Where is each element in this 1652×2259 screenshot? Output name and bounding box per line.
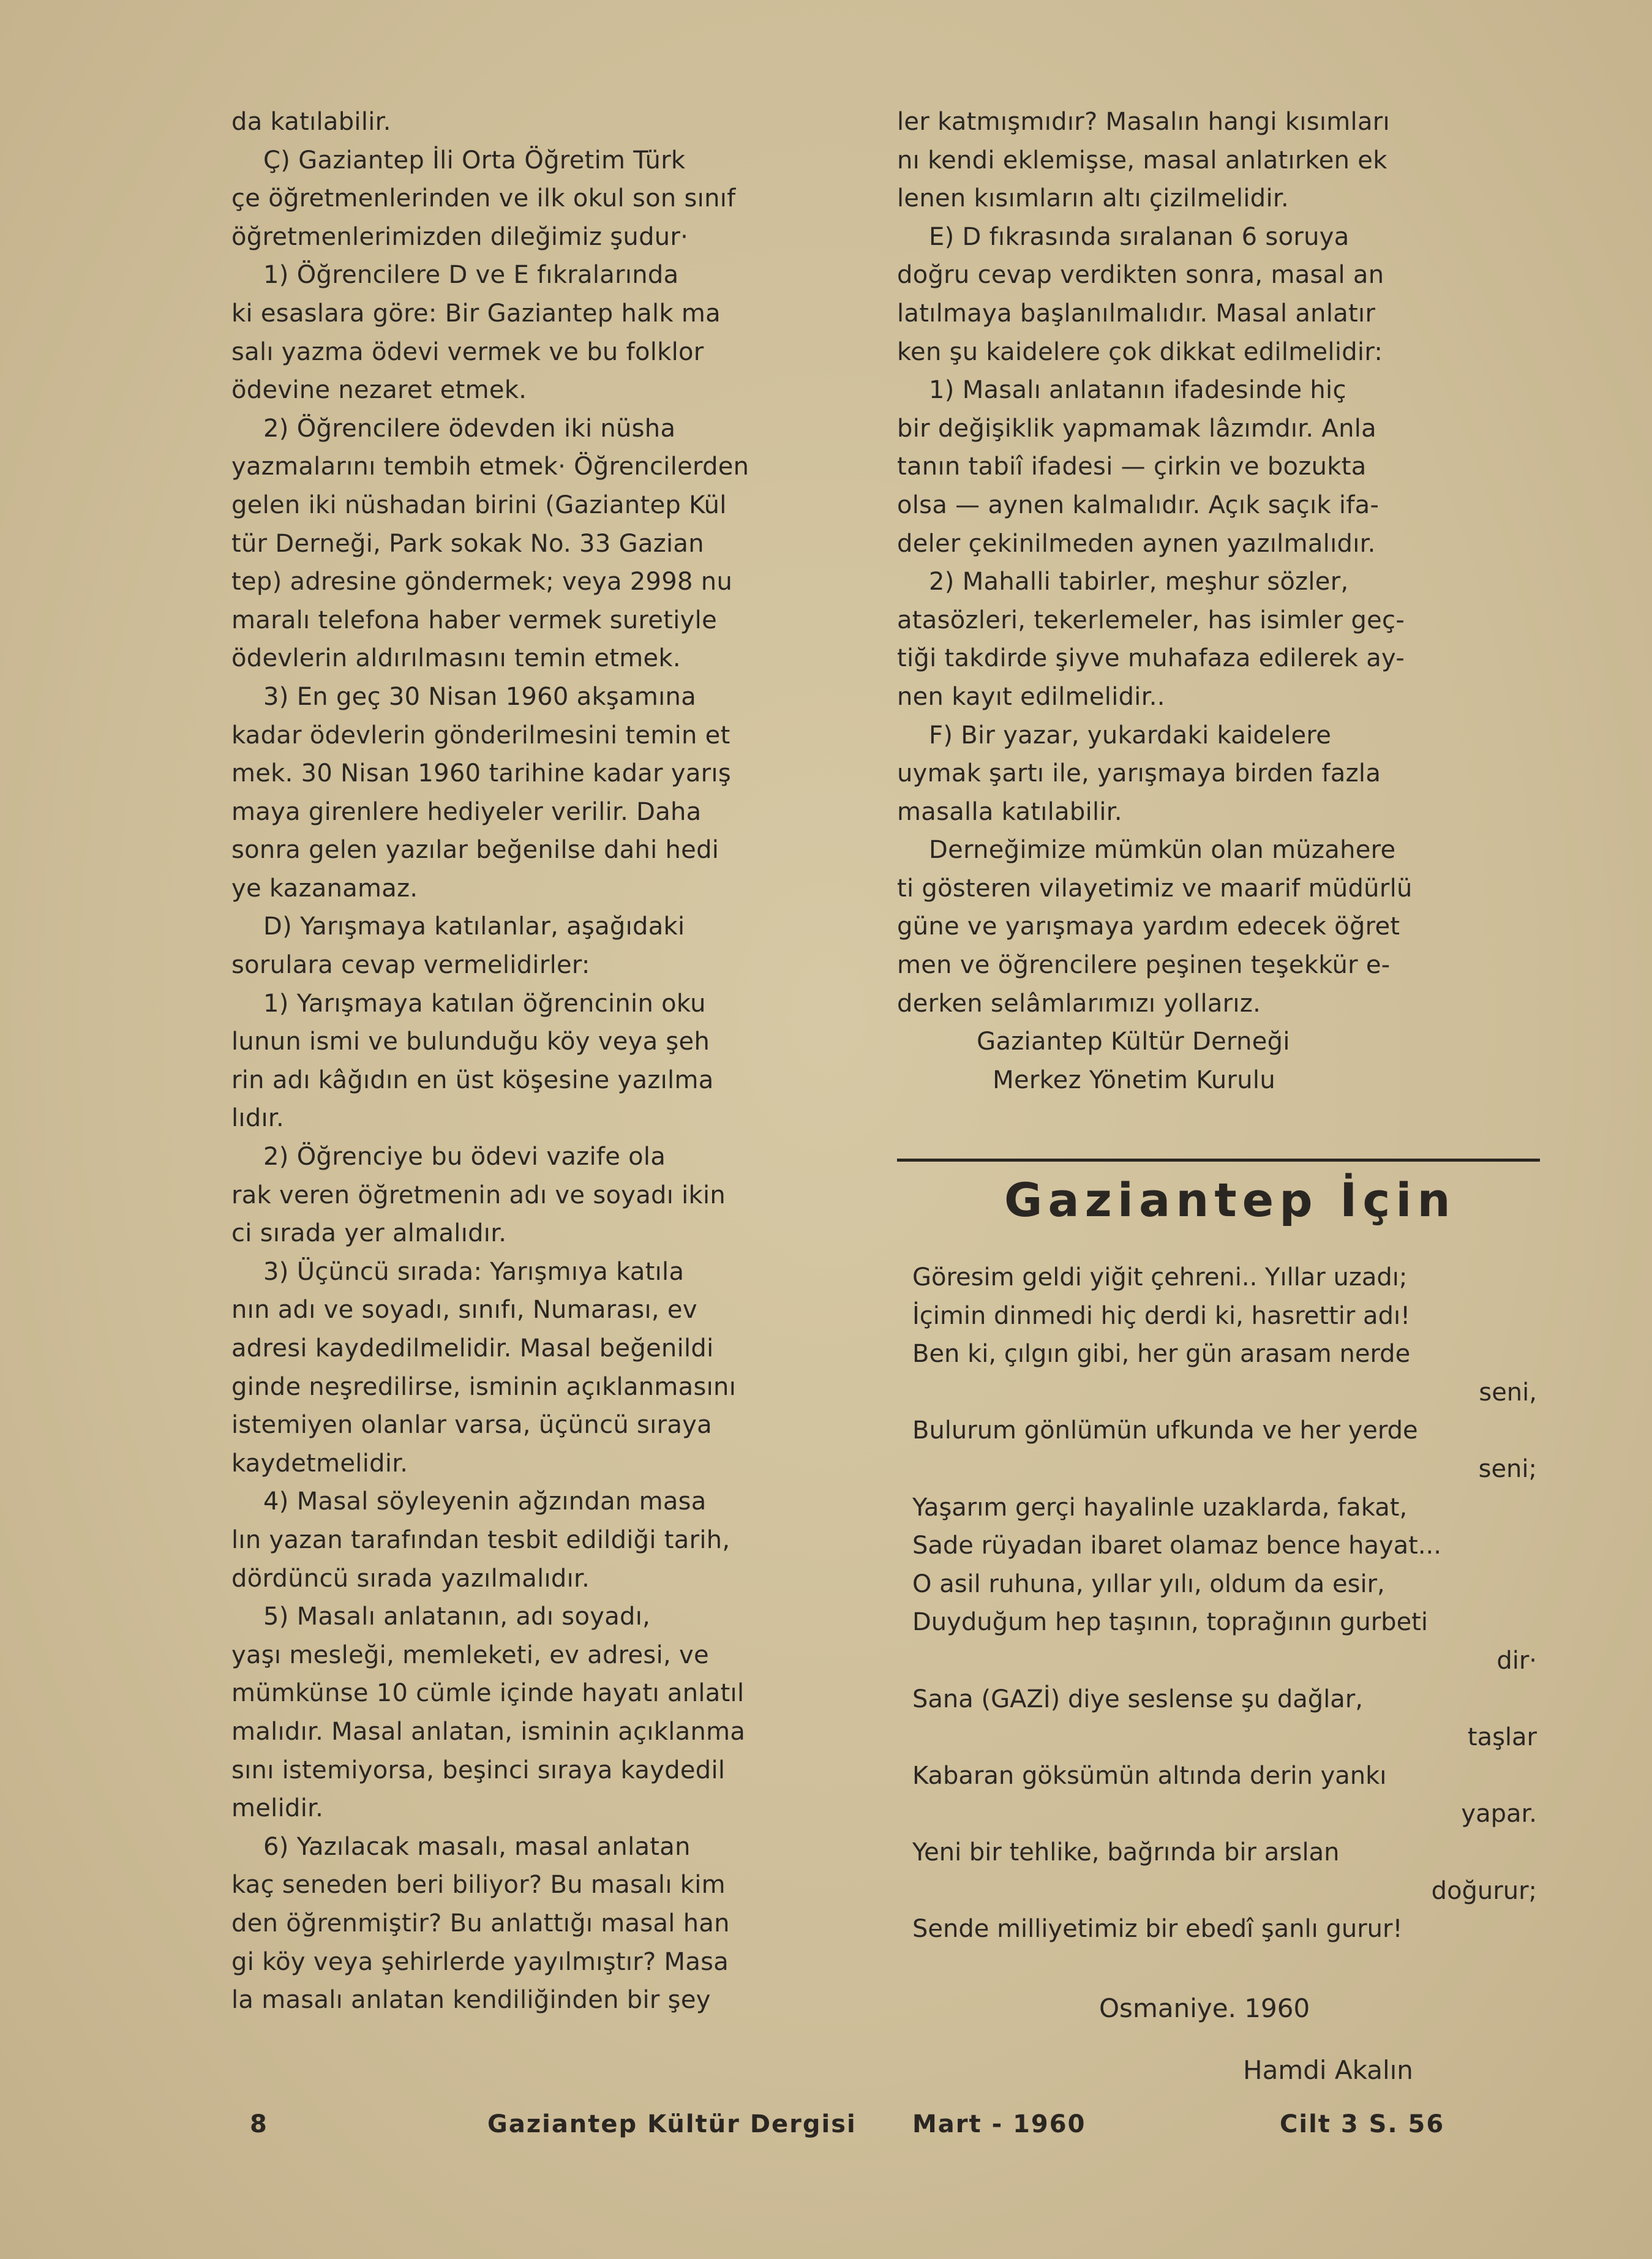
poem-line: Sade rüyadan ibaret olamaz bence hayat... [912,1532,1441,1560]
text-line: lın yazan tarafından tesbit edildiği tarih, [231,1525,730,1554]
text-line: lunun ismi ve bulunduğu köy veya şeh [231,1028,710,1056]
poem-title: Gaziantep İçin [1004,1173,1456,1227]
text-line: ödevlerin aldırılmasını temin etmek. [231,644,681,673]
text-line: D) Yarışmaya katılanlar, aşağıdaki [231,912,685,941]
poem-line: Bulurum gönlümün ufkunda ve her yerde [912,1416,1418,1445]
text-line: Derneğimize mümkün olan müzahere [897,836,1396,865]
text-line: atasözleri, tekerlemeler, has isimler geç- [897,606,1405,634]
text-line: ken şu kaidelere çok dikkat edilmelidir: [897,337,1383,366]
text-line: F) Bir yazar, yukardaki kaidelere [897,721,1332,750]
text-line: kaydetmelidir. [231,1449,408,1478]
poem-line: Yeni bir tehlike, bağrında bir arslan [912,1838,1340,1866]
text-line: rin adı kâğıdın en üst köşesine yazılma [231,1066,714,1094]
text-line: nen kayıt edilmelidir.. [897,682,1165,711]
text-line: nı kendi eklemişse, masal anlatırken ek [897,146,1387,175]
poem-line: Sende milliyetimiz bir ebedî şanlı gurur! [912,1915,1403,1944]
text-line: rak veren öğretmenin adı ve soyadı ikin [231,1181,726,1209]
poem-line: Duyduğum hep taşının, toprağının gurbeti [912,1608,1428,1637]
text-line: derken selâmlarımızı yollarız. [897,989,1261,1018]
text-line: la masalı anlatan kendiliğinden bir şey [231,1986,711,2015]
text-line: malıdır. Masal anlatan, isminin açıklanma [231,1717,746,1746]
poem-line: seni, [1479,1378,1537,1407]
poem-line: Yaşarım gerçi hayalinle uzaklarda, fakat, [912,1493,1408,1522]
text-line: çe öğretmenlerinden ve ilk okul son sınıf [231,184,736,213]
text-line: men ve öğrencilere peşinen teşekkür e- [897,951,1391,980]
text-line: 2) Öğrencilere ödevden iki nüsha [231,414,676,443]
text-line: salı yazma ödevi vermek ve bu folklor [231,337,704,366]
poem-line: taşlar [1467,1723,1537,1752]
text-line: ti gösteren vilayetimiz ve maarif müdürlü [897,874,1413,903]
text-line: E) D fıkrasında sıralanan 6 soruya [897,222,1350,251]
poem-line: yapar. [1461,1800,1537,1829]
poem-body [912,1258,1537,1949]
text-line: masalla katılabilir. [897,797,1122,826]
poem-line: dir· [1496,1646,1537,1675]
text-line: 1) Masalı anlatanın ifadesinde hiç [897,376,1346,405]
text-line: 3) Üçüncü sırada: Yarışmıya katıla [231,1257,685,1286]
text-line: Ç) Gaziantep İli Orta Öğretim Türk [231,146,686,175]
text-line: tiği takdirde şiyve muhafaza edilerek ay- [897,644,1405,673]
text-line: ler katmışmıdır? Masalın hangi kısımları [897,108,1390,136]
text-line: ödevine nezaret etmek. [231,376,527,405]
text-line: 6) Yazılacak masalı, masal anlatan [231,1832,691,1861]
poem-author: Hamdi Akalın [1243,2055,1413,2085]
text-line: 1) Yarışmaya katılan öğrencinin oku [231,989,706,1018]
text-line: tür Derneği, Park sokak No. 33 Gazian [231,529,704,558]
poem-line: doğurur; [1431,1876,1537,1905]
left-text-column [231,103,859,2020]
text-line: güne ve yarışmaya yardım edecek öğret [897,912,1400,941]
text-line: uymak şartı ile, yarışmaya birden fazla [897,759,1381,788]
poem-line: Ben ki, çılgın gibi, her gün arasam nerde [912,1340,1411,1369]
text-line: latılmaya başlanılmalıdır. Masal anlatır [897,299,1376,328]
text-line: tep) adresine göndermek; veya 2998 nu [231,568,733,596]
text-line: istemiyen olanlar varsa, üçüncü sıraya [231,1411,712,1440]
text-line: maralı telefona haber vermek suretiyle [231,606,717,634]
poem-place-date: Osmaniye. 1960 [1099,1993,1310,2023]
text-line: doğru cevap verdikten sonra, masal an [897,261,1384,290]
poem-line: İçimin dinmedi hiç derdi ki, hasrettir adı! [912,1301,1411,1330]
journal-name: Gaziantep Kültür Dergisi [487,2110,857,2138]
text-line: Gaziantep Kültür Derneği [897,1028,1290,1056]
text-line: ginde neşredilirse, isminin açıklanmasını [231,1372,737,1401]
text-line: bir değişiklik yapmamak lâzımdır. Anla [897,414,1376,443]
text-line: 3) En geç 30 Nisan 1960 akşamına [231,682,697,711]
text-line: öğretmenlerimizden dileğimiz şudur· [231,222,689,251]
section-divider [897,1159,1540,1162]
text-line: olsa — aynen kalmalıdır. Açık saçık ifa- [897,491,1380,519]
text-line: gi köy veya şehirlerde yayılmıştır? Masa [231,1947,729,1976]
text-line: Merkez Yönetim Kurulu [897,1066,1275,1094]
text-line: yazmalarını tembih etmek· Öğrencilerden [231,453,749,481]
text-line: sını istemiyorsa, beşinci sıraya kaydedil [231,1756,726,1784]
text-line: yaşı mesleği, memleketi, ev adresi, ve [231,1641,709,1669]
text-line: ki esaslara göre: Bir Gaziantep halk ma [231,299,721,328]
poem-line: Göresim geldi yiğit çehreni.. Yıllar uzadı; [912,1263,1408,1291]
text-line: 2) Mahalli tabirler, meşhur sözler, [897,568,1349,596]
poem-line: O asil ruhuna, yıllar yılı, oldum da esir, [912,1569,1385,1598]
text-line: maya girenlere hediyeler verilir. Daha [231,797,702,826]
text-line: 4) Masal söyleyenin ağzından masa [231,1487,707,1516]
poem-line: Sana (GAZİ) diye seslense şu dağlar, [912,1685,1363,1713]
text-line: gelen iki nüshadan birini (Gaziantep Kül [231,491,727,519]
text-line: melidir. [231,1794,324,1823]
text-line: lıdır. [231,1104,285,1133]
poem-line: Kabaran göksümün altında derin yankı [912,1761,1387,1790]
text-line: mek. 30 Nisan 1960 tarihine kadar yarış [231,759,731,788]
poem-line: seni; [1478,1454,1537,1483]
text-line: kadar ödevlerin gönderilmesini temin et [231,721,730,750]
text-line: dördüncü sırada yazılmalıdır. [231,1564,590,1593]
volume-issue: Cilt 3 S. 56 [1280,2110,1445,2138]
text-line: 5) Masalı anlatanın, adı soyadı, [231,1603,651,1631]
text-line: sonra gelen yazılar beğenilse dahi hedi [231,836,719,865]
text-line: 1) Öğrencilere D ve E fıkralarında [231,261,679,290]
text-line: 2) Öğrenciye bu ödevi vazife ola [231,1143,666,1171]
text-line: ci sırada yer almalıdır. [231,1219,507,1248]
text-line: sorulara cevap vermelidirler: [231,951,590,980]
issue-date: Mart - 1960 [912,2110,1086,2138]
text-line: tanın tabiî ifadesi — çirkin ve bozukta [897,453,1367,481]
text-line: lenen kısımların altı çizilmelidir. [897,184,1289,213]
text-line: ye kazanamaz. [231,874,418,903]
text-line: nın adı ve soyadı, sınıfı, Numarası, ev [231,1296,697,1325]
text-line: den öğrenmiştir? Bu anlattığı masal han [231,1909,730,1938]
text-line: deler çekinilmeden aynen yazılmalıdır. [897,529,1376,558]
text-line: mümkünse 10 cümle içinde hayatı anlatıl [231,1679,745,1708]
text-line: kaç seneden beri biliyor? Bu masalı kim [231,1871,726,1900]
right-text-column [897,103,1537,1099]
text-line: adresi kaydedilmelidir. Masal beğenildi [231,1334,714,1363]
text-line: da katılabilir. [231,108,391,136]
page-number: 8 [250,2110,268,2138]
